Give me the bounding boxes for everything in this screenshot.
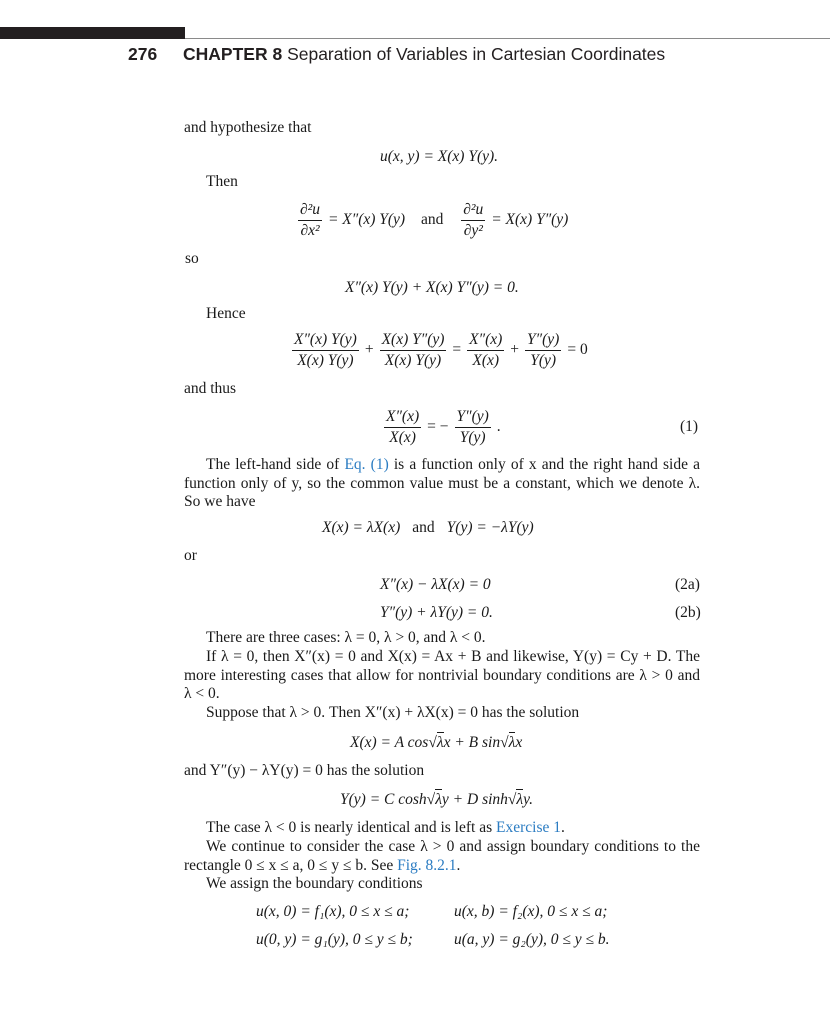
paragraph-continue: We continue to consider the case λ > 0 and assign boundary conditions to the rectangle 0 ≤ x ≤ a, 0 ≤ y ≤ b. See Fig. 8.2.1. — [184, 838, 700, 874]
paragraph-and-y: and Y″(y) − λY(y) = 0 has the solution — [184, 762, 425, 779]
text-so: so — [185, 250, 199, 267]
text-or: or — [184, 547, 197, 564]
equation-sum: X″(x) Y(y) + X(x) Y″(y) = 0. — [345, 279, 519, 296]
chapter-label: CHAPTER 8 — [183, 44, 283, 64]
equation-second-derivatives: $\frac{\text{∂²u}}{\text{∂x²}}$ = X″(x) Y(y) and $\frac{\text{∂²u}}{\text{∂y²}}$ = X(x) Y″(y) — [300, 201, 569, 239]
link-fig-8-2-1[interactable]: Fig. 8.2.1 — [397, 856, 457, 874]
boundary-condition-top: u(x, b) = f₂(x), 0 ≤ x ≤ a; — [454, 903, 608, 920]
equation-tag-1: (1) — [680, 418, 699, 435]
fraction-d2u-dx2: $\frac{\text{∂²u}}{\text{∂x²}}$ — [300, 201, 321, 239]
boundary-condition-right: u(a, y) = g₂(y), 0 ≤ y ≤ b. — [454, 931, 610, 948]
equation-2a: X″(x) − λX(x) = 0 — [380, 576, 491, 593]
paragraph-assign: We assign the boundary conditions — [206, 875, 423, 892]
text-hence: Hence — [206, 305, 246, 322]
equation-1: $\frac{X''(x)}{X(x)}$ = − $\frac{Y''(y)}{Y(y)}$ . — [386, 408, 501, 446]
equation-solution-y: Y(y) = C cosh√λy + D sinh√λy. — [340, 791, 534, 808]
text-and-thus: and thus — [184, 380, 237, 397]
paragraph-three-cases: There are three cases: λ = 0, λ > 0, and λ < 0. — [206, 629, 486, 646]
paragraph-common-value: The left-hand side of Eq. (1) is a function only of x and the right hand side a function only of y, so the common value must be a constant, which we denote λ. So we have — [184, 456, 700, 510]
paragraph-lambda-zero: If λ = 0, then X″(x) = 0 and X(x) = Ax + B and likewise, Y(y) = Cy + D. The more interesting cases that allow for nontrivial boundary conditions are λ > 0 and λ < 0. — [184, 648, 700, 702]
fraction-d2u-dy2: $\frac{\text{∂²u}}{\text{∂y²}}$ — [463, 201, 484, 239]
equation-solution-x: X(x) = A cos√λx + B sin√λx — [350, 734, 523, 751]
equation-hypothesis: u(x, y) = X(x) Y(y). — [380, 148, 499, 165]
paragraph-case-negative: The case λ < 0 is nearly identical and is left as Exercise 1. — [206, 819, 565, 836]
page-number: 276 — [128, 44, 158, 64]
header-bar — [0, 27, 185, 39]
text-and-hypothesize: and hypothesize that — [184, 119, 312, 136]
paragraph-suppose: Suppose that λ > 0. Then X″(x) + λX(x) = 0 has the solution — [206, 704, 580, 721]
running-header — [183, 44, 665, 65]
header-rule — [185, 38, 830, 39]
equation-tag-2a: (2a) — [675, 576, 700, 593]
equation-lambda: X(x) = λX(x) and Y(y) = −λY(y) — [322, 519, 534, 536]
boundary-condition-left: u(0, y) = g₁(y), 0 ≤ y ≤ b; — [256, 931, 413, 948]
text-then: Then — [206, 173, 238, 190]
equation-2b: Y″(y) + λY(y) = 0. — [380, 604, 493, 621]
link-exercise-1[interactable]: Exercise 1 — [496, 819, 561, 836]
chapter-title: Separation of Variables in Cartesian Coordinates — [287, 44, 666, 64]
boundary-condition-bottom: u(x, 0) = f₁(x), 0 ≤ x ≤ a; — [256, 903, 410, 920]
equation-divided: $\frac{X''(x) Y(y)}{X(x) Y(y)}$ + $\frac{X(x) Y''(y)}{X(x) Y(y)}$ = $\frac{X''(x)}{X(x)}$ + $\frac{Y''(y)}{Y(y)}$ = 0 — [294, 331, 588, 369]
equation-tag-2b: (2b) — [675, 604, 701, 621]
link-eq-1[interactable]: Eq. (1) — [344, 456, 389, 473]
